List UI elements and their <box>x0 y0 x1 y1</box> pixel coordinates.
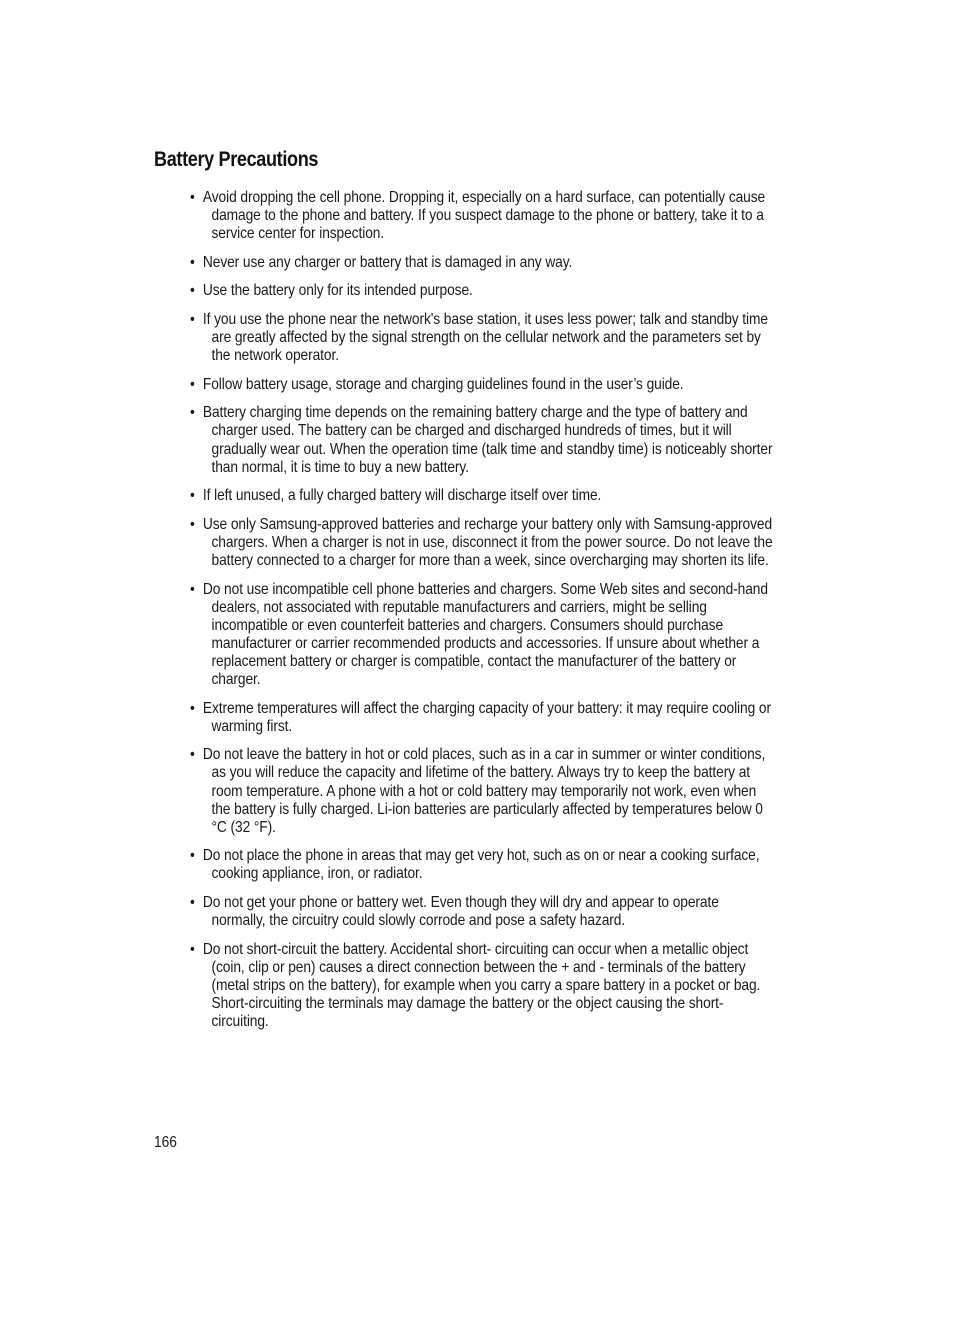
bullet-icon: • <box>190 487 195 505</box>
bullet-icon: • <box>190 282 195 300</box>
bullet-icon: • <box>190 847 195 865</box>
list-item <box>190 894 775 930</box>
list-item <box>190 189 775 243</box>
list-item <box>190 700 775 736</box>
list-item-text: Avoid dropping the cell phone. Dropping it, especially on a hard surface, can potentially cause damage to the phone and battery. If you suspect damage to the phone or battery, take it to a service center for inspection. <box>202 189 766 243</box>
bullet-icon: • <box>190 375 195 393</box>
list-item <box>190 746 775 836</box>
list-item-text: Do not use incompatible cell phone batteries and chargers. Some Web sites and second-hand dealers, not associated with reputable manufacturers and carriers, might be selling incompatible or even counterfeit batteries and chargers. Consumers should purchase manufacturer or carrier recommended products and accessories. If unsure about whether a replacement battery or charger is compatible, contact the manufacturer of the battery or charger. <box>202 580 768 689</box>
list-item-text: Extreme temperatures will affect the charging capacity of your battery: it may require cooling or warming first. <box>202 699 771 735</box>
list-item <box>190 487 775 505</box>
list-item <box>190 941 775 1031</box>
bullet-icon: • <box>190 515 195 533</box>
bullet-icon: • <box>190 746 195 764</box>
list-item <box>190 282 775 300</box>
bullet-icon: • <box>190 310 195 328</box>
list-item-text: Do not place the phone in areas that may get very hot, such as on or near a cooking surface, cooking appliance, iron, or radiator. <box>202 847 760 883</box>
bullet-icon: • <box>190 580 195 598</box>
list-item <box>190 404 775 476</box>
list-item <box>190 847 775 883</box>
precautions-list <box>190 189 775 1042</box>
list-item <box>190 311 775 365</box>
list-item-text: If you use the phone near the network's base station, it uses less power; talk and standby time are greatly affected by the signal strength on the cellular network and the parameters set by the network operator. <box>202 310 768 365</box>
list-item-text: Do not get your phone or battery wet. Even though they will dry and appear to operate normally, the circuitry could slowly corrode and pose a safety hazard. <box>202 894 719 930</box>
bullet-icon: • <box>190 404 195 422</box>
list-item-text: Do not short-circuit the battery. Accidental short- circuiting can occur when a metallic object (coin, clip or pen) causes a direct connection between the + and - terminals of the battery (metal strips on the battery), for example when you carry a spare battery in a pocket or bag. Short-circuiting the terminals may damage the battery or the object causing the short-circuiting. <box>202 940 761 1031</box>
bullet-icon: • <box>190 189 195 206</box>
bullet-icon: • <box>190 940 195 958</box>
list-item <box>190 376 775 394</box>
list-item-text: Use only Samsung-approved batteries and recharge your battery only with Samsung-approved chargers. When a charger is not in use, disconnect it from the power source. Do not leave the battery connected to a charger for more than a week, since overcharging may shorten its life. <box>202 515 773 569</box>
page-title: Battery Precautions <box>154 148 319 171</box>
list-item <box>190 254 775 272</box>
bullet-icon: • <box>190 894 195 911</box>
bullet-icon: • <box>190 253 195 271</box>
page-number: 166 <box>154 1134 177 1151</box>
list-item-text: Battery charging time depends on the remaining battery charge and the type of battery and charger used. The battery can be charged and discharged hundreds of times, but it will gradually wear out. When the operation time (talk time and standby time) is noticeably shorter than normal, it is time to buy a new battery. <box>202 404 773 476</box>
list-item-text: If left unused, a fully charged battery will discharge itself over time. <box>202 487 602 505</box>
list-item <box>190 516 775 570</box>
list-item-text: Use the battery only for its intended purpose. <box>202 282 473 300</box>
list-item-text: Follow battery usage, storage and charging guidelines found in the user’s guide. <box>202 375 684 393</box>
list-item-text: Never use any charger or battery that is damaged in any way. <box>202 253 573 271</box>
list-item <box>190 581 775 690</box>
bullet-icon: • <box>190 699 195 717</box>
list-item-text: Do not leave the battery in hot or cold places, such as in a car in summer or winter conditions, as you will reduce the capacity and lifetime of the battery. Always try to keep the battery at room temperature. A phone with a hot or cold battery may temporarily not work, even when the battery is fully charged. Li-ion batteries are particularly affected by temperatures below 0 °C (32 °F). <box>202 746 766 836</box>
